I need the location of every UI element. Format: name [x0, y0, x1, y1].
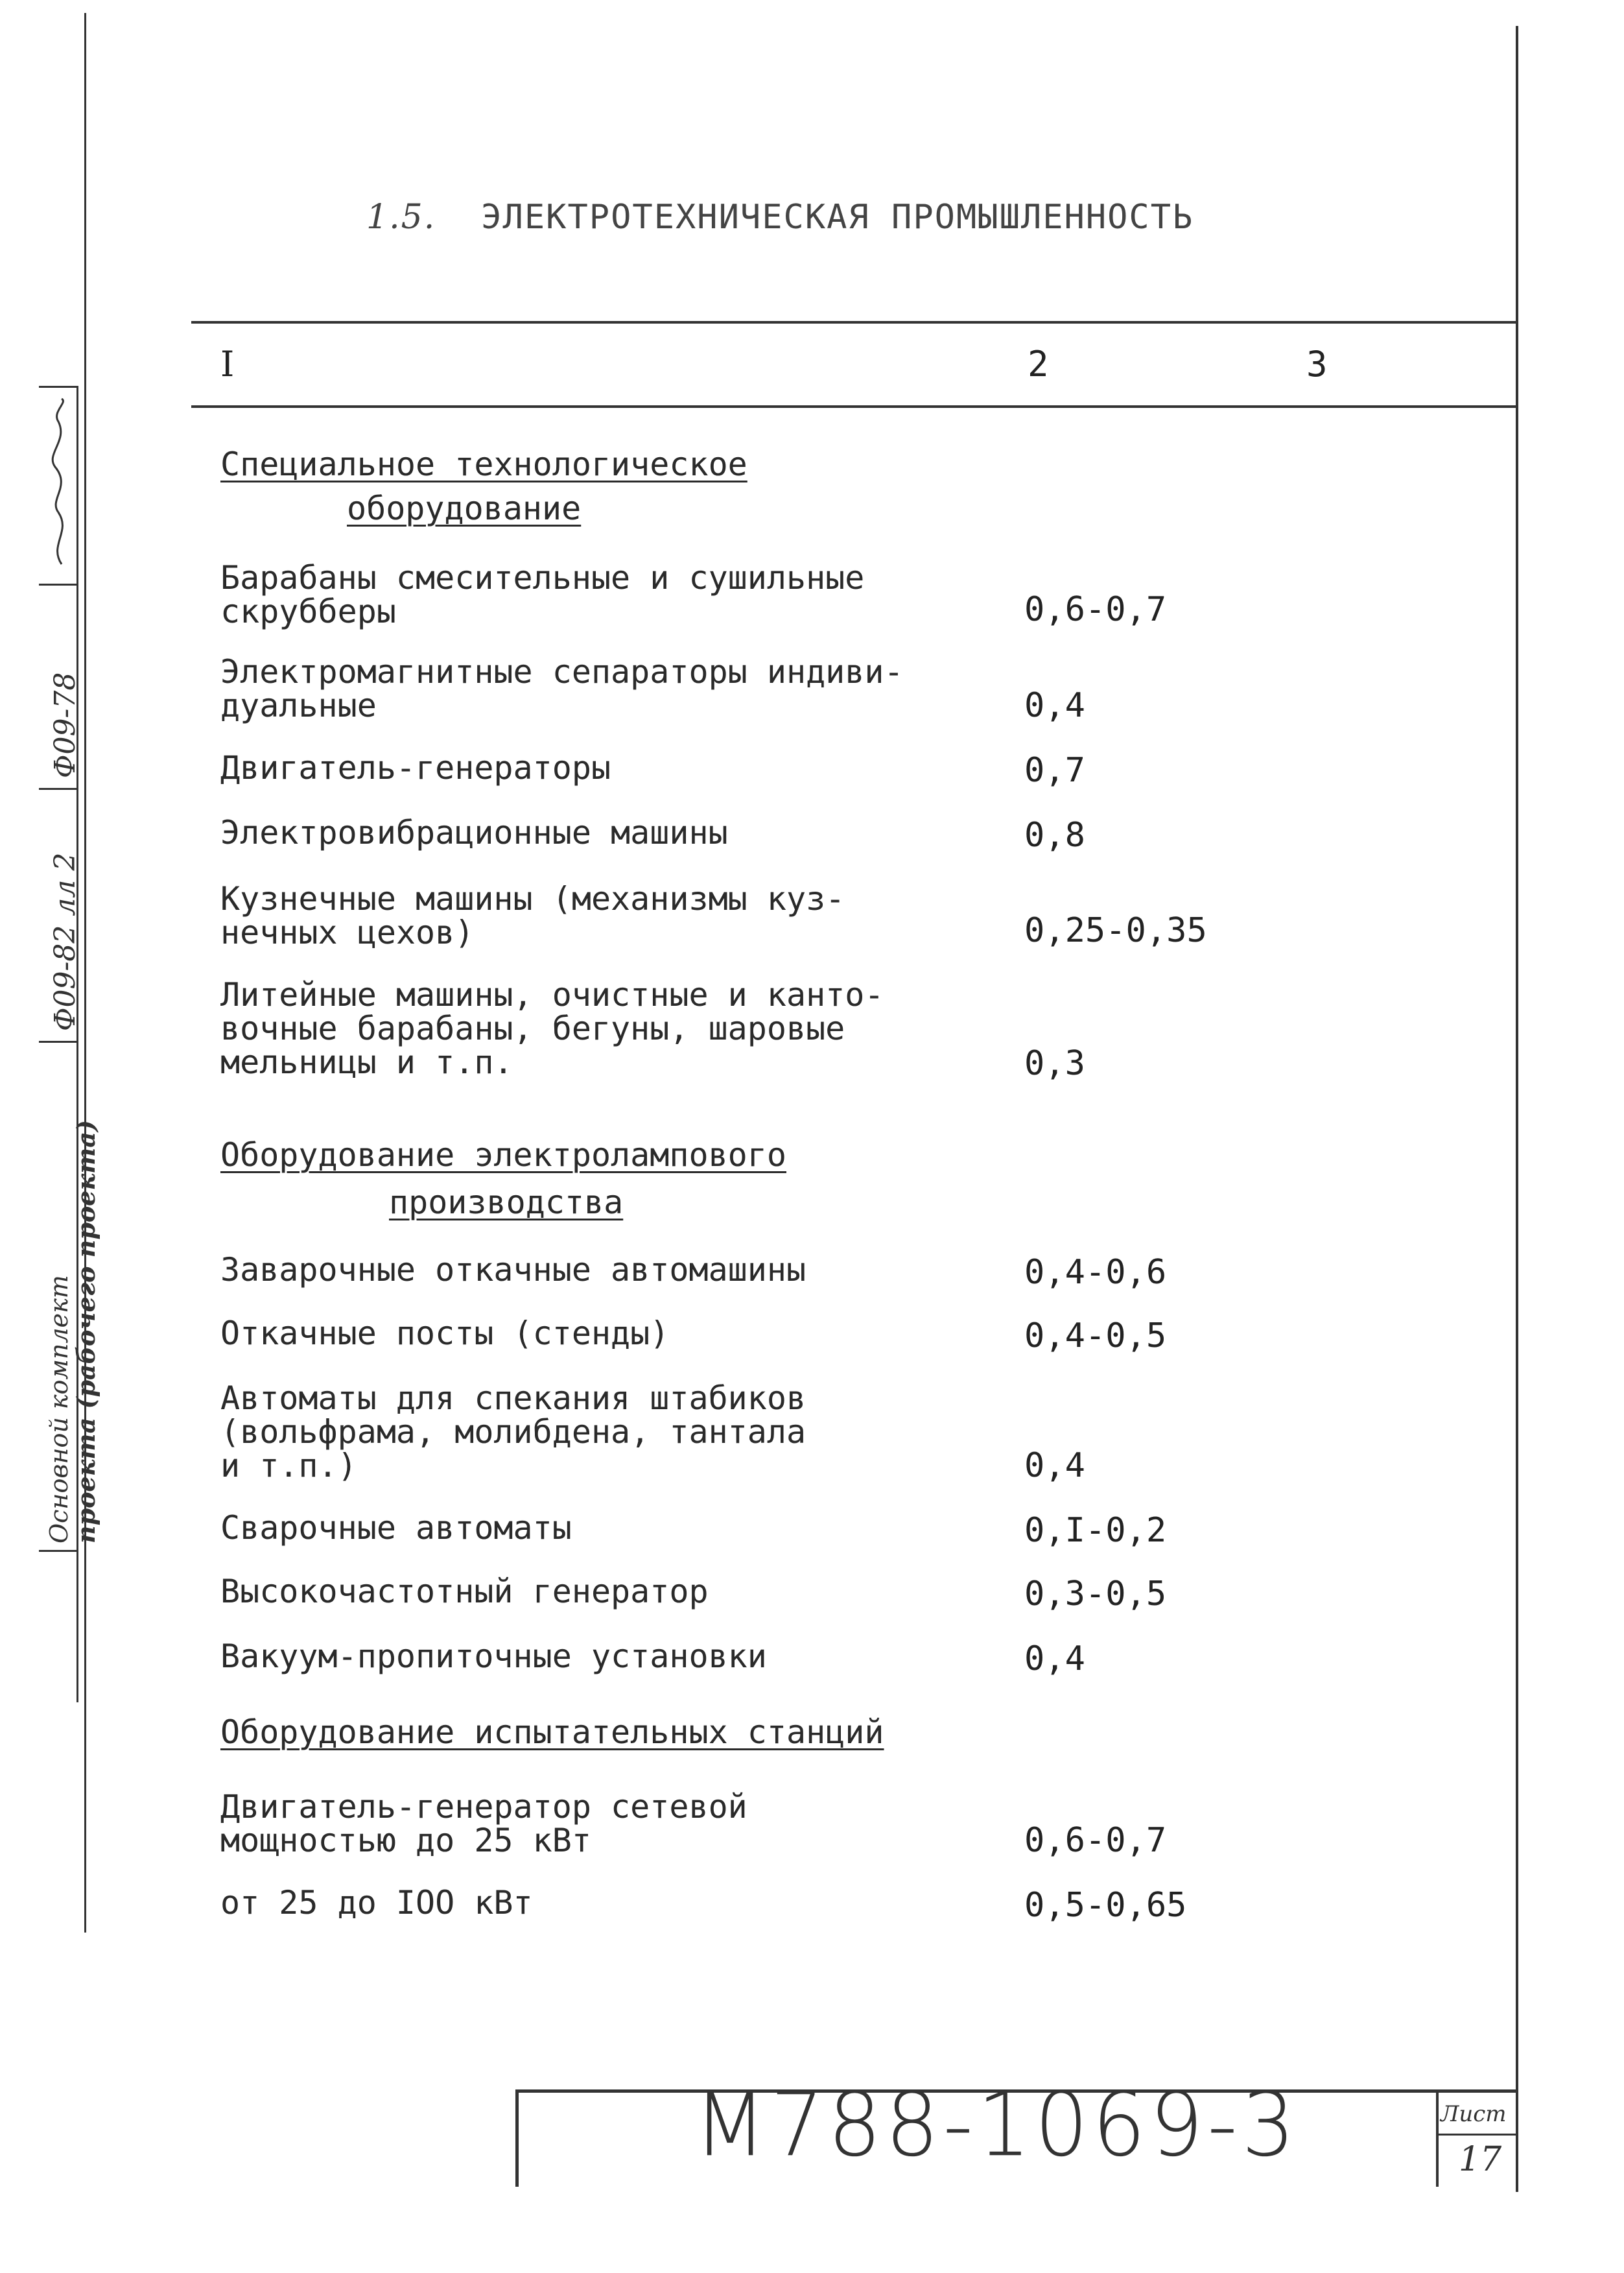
sidebar-line1: Основной комплект	[45, 1275, 73, 1543]
item-text: Электровибрационные машины	[220, 814, 728, 851]
item-text: Барабаны смесительные и сушильные скрубберы	[220, 559, 865, 630]
item-value: 0,7	[1024, 751, 1085, 790]
item-text: Двигатель-генератор сетевой мощностью до 25 кВт	[220, 1788, 747, 1859]
item-value: 0,4	[1024, 1446, 1085, 1485]
section-title-line1: Оборудование испытательных станций	[220, 1713, 884, 1751]
sheet-number: 17	[1459, 2140, 1502, 2179]
item-value: 0,6-0,7	[1024, 590, 1167, 629]
item-text: Двигатель-генераторы	[220, 749, 611, 787]
sidebar-tick	[39, 386, 78, 388]
footer-left-rule	[515, 2089, 519, 2187]
section-number: 1.5.	[366, 198, 436, 237]
sidebar-tick	[39, 584, 78, 586]
sidebar-code1: Ф09-82 лл 2	[49, 852, 82, 1031]
footer-sheet-divider	[1436, 2089, 1439, 2187]
column-header-3: 3	[1306, 344, 1328, 385]
table-header-rule	[191, 405, 1517, 408]
item-text: Сварочные автоматы	[220, 1509, 572, 1547]
footer-sheet-rule	[1436, 2134, 1517, 2136]
item-text: Откачные посты (стенды)	[220, 1315, 670, 1352]
sidebar-tick	[39, 1550, 78, 1552]
item-value: 0,8	[1024, 816, 1085, 855]
item-value: 0,3-0,5	[1024, 1575, 1167, 1613]
item-value: 0,4-0,5	[1024, 1316, 1167, 1355]
column-header-1: I	[220, 344, 235, 385]
sidebar-line2: проекта (рабочего проекта)	[71, 1120, 100, 1543]
item-value: 0,I-0,2	[1024, 1511, 1167, 1550]
right-margin-line	[1516, 26, 1518, 2192]
section-title-line1: Специальное технологическое	[220, 446, 747, 483]
item-value: 0,3	[1024, 1044, 1085, 1083]
item-text: Вакуум-пропиточные установки	[220, 1637, 767, 1675]
sidebar-tick	[39, 788, 78, 790]
sidebar-complect-label	[45, 1120, 100, 1543]
item-text: Высокочастотный генератор	[220, 1573, 709, 1610]
item-text: Заварочные откачные автомашины	[220, 1251, 806, 1289]
item-text: Электромагнитные сепараторы индиви- дуальные	[220, 653, 904, 724]
section-title-line2: производства	[389, 1184, 624, 1221]
item-text: Литейные машины, очистные и канто- вочные барабаны, бегуны, шаровые мельницы и т.п.	[220, 976, 884, 1081]
section-title-line2: оборудование	[347, 490, 582, 527]
sidebar-signature	[42, 396, 78, 571]
item-value: 0,6-0,7	[1024, 1821, 1167, 1860]
item-text: от 25 до IOO кВт	[220, 1884, 533, 1922]
item-value: 0,25-0,35	[1024, 911, 1207, 950]
document-code: М788-1069-3	[694, 2073, 1299, 2176]
section-title: ЭЛЕКТРОТЕХНИЧЕСКАЯ ПРОМЫШЛЕННОСТЬ	[481, 198, 1194, 237]
sidebar-code2: Ф09-78	[49, 672, 82, 778]
section-heading	[366, 198, 1194, 237]
item-value: 0,4-0,6	[1024, 1253, 1167, 1292]
sidebar-tick	[39, 1041, 78, 1043]
column-header-2: 2	[1028, 344, 1049, 385]
item-value: 0,5-0,65	[1024, 1886, 1187, 1925]
sheet-label: Лист	[1441, 2101, 1507, 2127]
section-title-line1: Оборудование электролампового	[220, 1136, 786, 1174]
item-text: Автоматы для спекания штабиков (вольфрама, молибдена, тантала и т.п.)	[220, 1379, 806, 1484]
table-top-rule	[191, 321, 1517, 324]
item-text: Кузнечные машины (механизмы куз- нечных цехов)	[220, 880, 845, 951]
left-margin-line	[84, 13, 86, 1933]
item-value: 0,4	[1024, 1639, 1085, 1678]
item-value: 0,4	[1024, 686, 1085, 725]
